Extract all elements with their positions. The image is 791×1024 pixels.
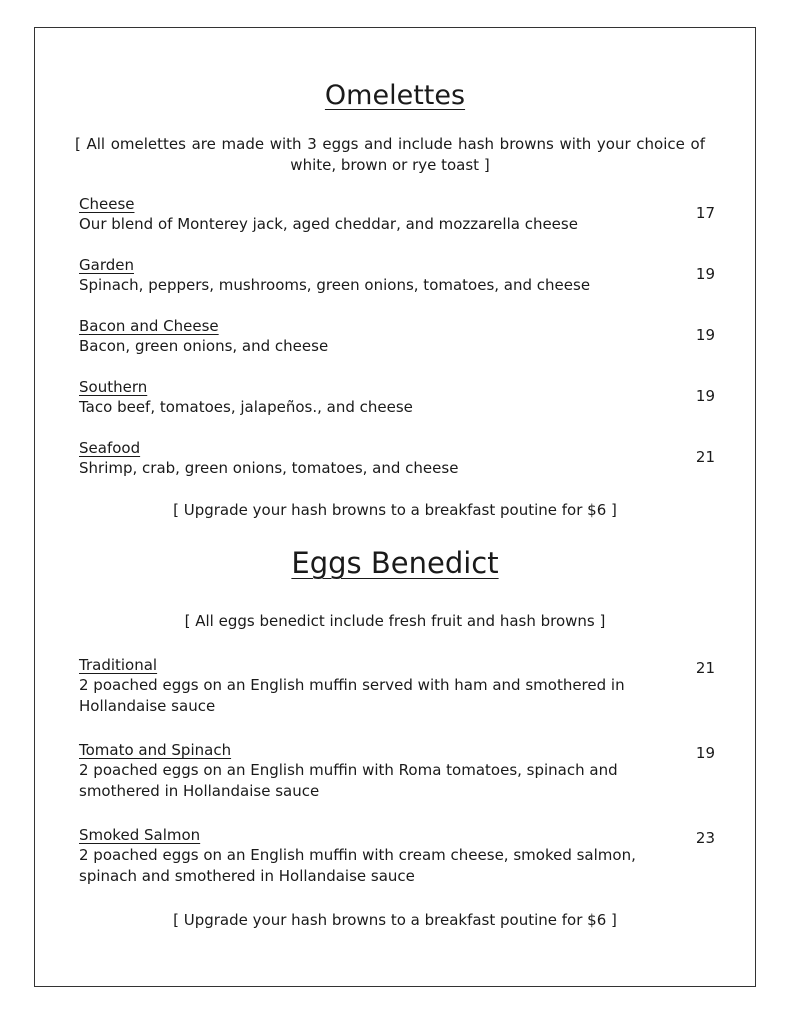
- item-description: Taco beef, tomatoes, jalapeños., and cheese: [79, 398, 413, 416]
- benedict-upgrade-note: [ Upgrade your hash browns to a breakfast poutine for $6 ]: [173, 911, 617, 929]
- item-name: Garden: [79, 256, 134, 274]
- item-description: Spinach, peppers, mushrooms, green onions, tomatoes, and cheese: [79, 276, 591, 294]
- item-name: Bacon and Cheese: [79, 317, 219, 335]
- item-price: 23: [695, 829, 715, 847]
- menu-item-cheese: [79, 194, 679, 235]
- item-description: Shrimp, crab, green onions, tomatoes, and cheese: [79, 459, 459, 477]
- item-price: 19: [695, 744, 715, 762]
- menu-item-southern: [79, 377, 679, 418]
- menu-item-smoked-salmon: [79, 825, 679, 887]
- item-name: Tomato and Spinach: [79, 741, 232, 759]
- item-name: Traditional: [79, 656, 158, 674]
- omelettes-upgrade-note: [ Upgrade your hash browns to a breakfast poutine for $6 ]: [173, 501, 617, 519]
- menu-item-seafood: [79, 438, 679, 479]
- menu-item-garden: [79, 255, 679, 296]
- item-name: Southern: [79, 378, 148, 396]
- item-description: 2 poached eggs on an English muffin with cream cheese, smoked salmon, spinach and smothered in Hollandaise sauce: [79, 846, 636, 885]
- item-description: Bacon, green onions, and cheese: [79, 337, 329, 355]
- item-price: 17: [695, 204, 715, 222]
- item-name: Cheese: [79, 195, 135, 213]
- item-price: 21: [695, 448, 715, 466]
- menu-item-traditional: [79, 655, 679, 717]
- item-name: Seafood: [79, 439, 141, 457]
- menu-item-bacon-and-cheese: [79, 316, 679, 357]
- item-description: Our blend of Monterey jack, aged cheddar, and mozzarella cheese: [79, 215, 578, 233]
- benedict-title: Eggs Benedict: [291, 546, 499, 580]
- item-description: 2 poached eggs on an English muffin with Roma tomatoes, spinach and smothered in Hollandaise sauce: [79, 761, 618, 800]
- item-description: 2 poached eggs on an English muffin served with ham and smothered in Hollandaise sauce: [79, 676, 625, 715]
- item-price: 19: [695, 326, 715, 344]
- item-name: Smoked Salmon: [79, 826, 201, 844]
- item-price: 19: [695, 265, 715, 283]
- menu-item-tomato-and-spinach: [79, 740, 679, 802]
- menu-page: [34, 27, 756, 987]
- benedict-note: [ All eggs benedict include fresh fruit and hash browns ]: [184, 612, 606, 630]
- omelettes-title: Omelettes: [324, 80, 466, 111]
- item-price: 21: [695, 659, 715, 677]
- item-price: 19: [695, 387, 715, 405]
- omelettes-note: [ All omelettes are made with 3 eggs and include hash browns with your choice of white, brown or rye toast ]: [75, 135, 705, 174]
